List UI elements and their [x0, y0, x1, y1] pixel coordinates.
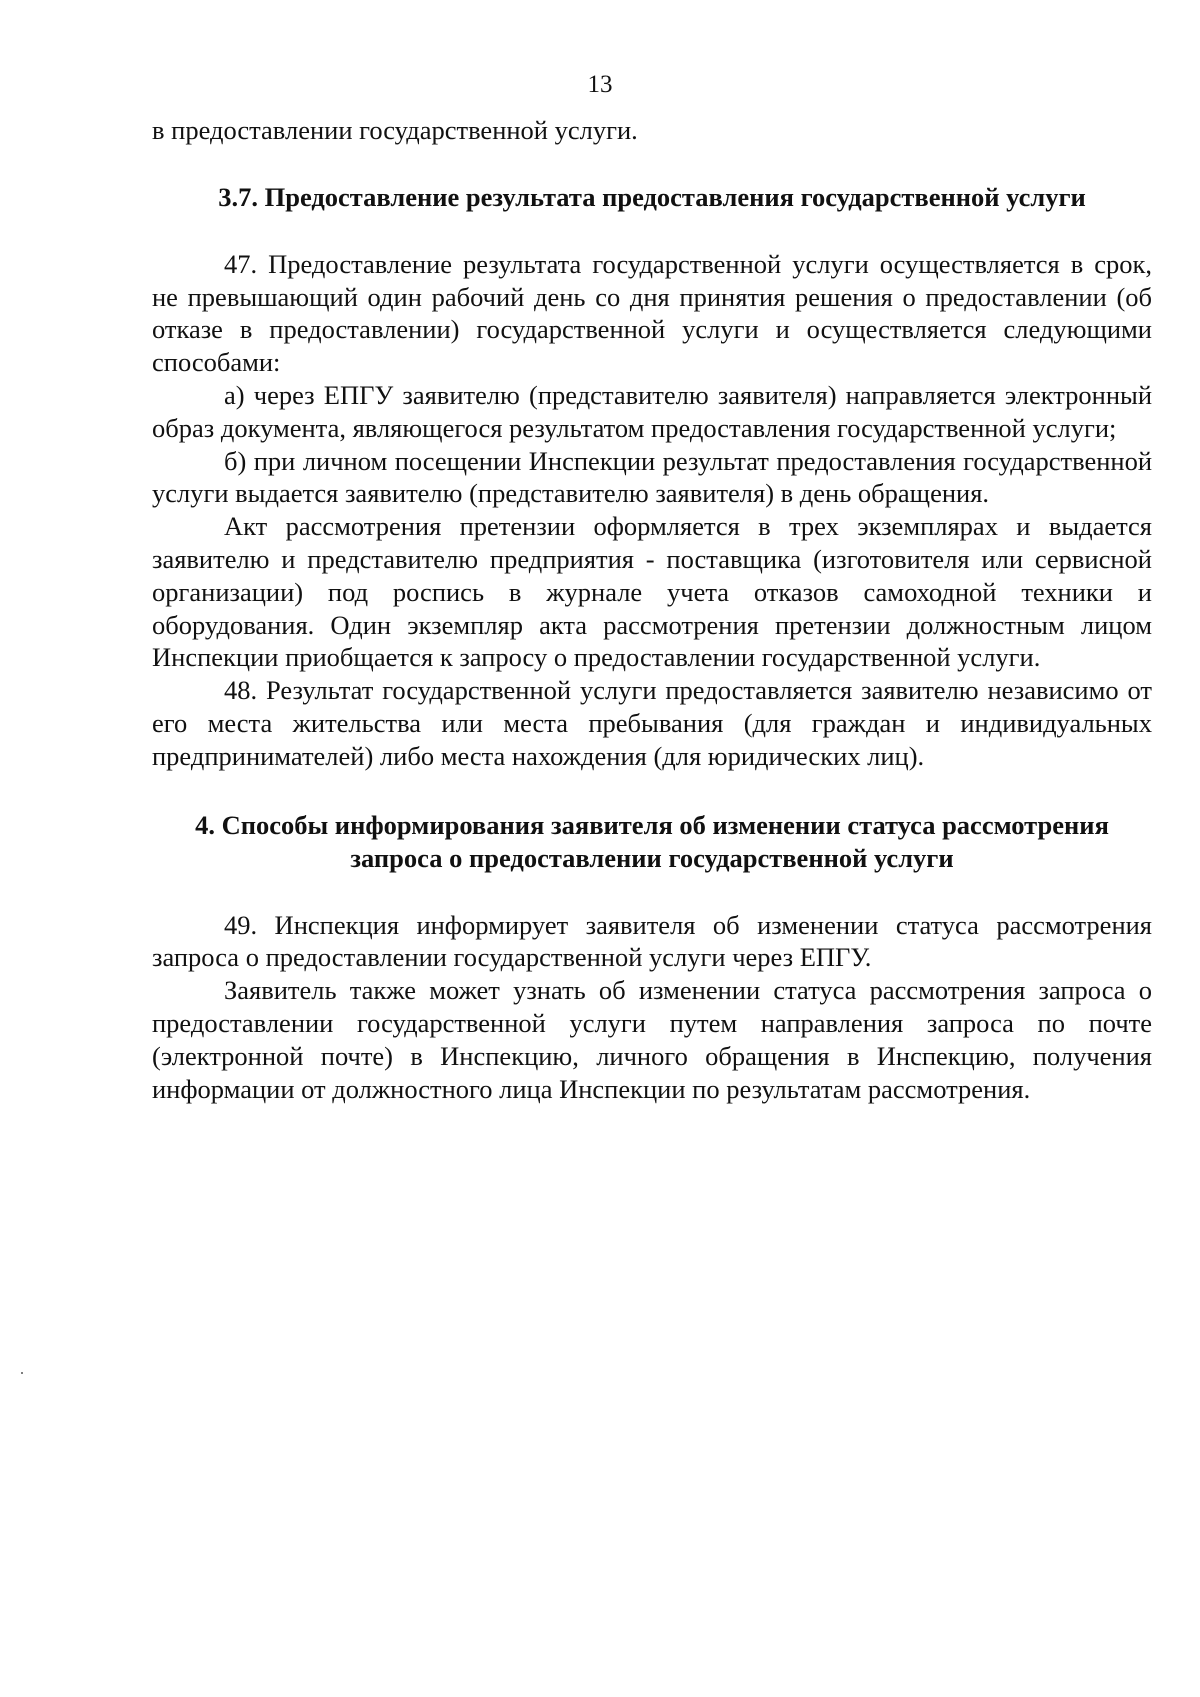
- paragraph-continuation: в предоставлении государственной услуги.: [152, 115, 638, 145]
- paragraph-47-a: а) через ЕПГУ заявителю (представителю заявителя) направляется электронный образ документа, являющегося результатом предоставления государственной услуги;: [152, 379, 1152, 443]
- paragraph-47-act: Акт рассмотрения претензии оформляется в трех экземплярах и выдается заявителю и представителю предприятия - поставщика (изготовителя или сервисной организации) под роспись в журнале учета отказов самоходной техники и оборудования. Один экземпляр акта рассмотрения претензии должностным лицом Инспекции приобщается к запросу о предоставлении государственной услуги.: [152, 511, 1152, 673]
- paragraph-47-b: б) при личном посещении Инспекции результат предоставления государственной услуги выдается заявителю (представителю заявителя) в день обращения.: [152, 445, 1152, 509]
- section-heading-3-7: 3.7. Предоставление результата предоставления государственной услуги: [218, 181, 1086, 212]
- paragraph-49-b: Заявитель также может узнать об изменении статуса рассмотрения запроса о предоставлении государственной услуги путем направления запроса по почте (электронной почте) в Инспекцию, личного обращения в Инспекцию, получения информации от должностного лица Инспекции по результатам рассмотрения.: [152, 975, 1152, 1104]
- page-number: 13: [587, 71, 613, 98]
- paragraph-49: 49. Инспекция информирует заявителя об изменении статуса рассмотрения запроса о предоставлении государственной услуги через ЕПГУ.: [152, 909, 1152, 973]
- paragraph-47: 47. Предоставление результата государственной услуги осуществляется в срок, не превышающий один рабочий день со дня принятия решения о предоставлении (об отказе в предоставлении) государственной услуги и осуществляется следующими способами:: [152, 248, 1152, 378]
- section-heading-4: 4. Способы информирования заявителя об изменении статуса рассмотрения запроса о предоставлении государственной услуги: [195, 809, 1109, 873]
- paragraph-48: 48. Результат государственной услуги предоставляется заявителю независимо от его места жительства или места пребывания (для граждан и индивидуальных предпринимателей) либо места нахождения (для юридических лиц).: [152, 675, 1152, 771]
- scan-speck: [21, 1372, 23, 1374]
- document-body: [152, 114, 1152, 1105]
